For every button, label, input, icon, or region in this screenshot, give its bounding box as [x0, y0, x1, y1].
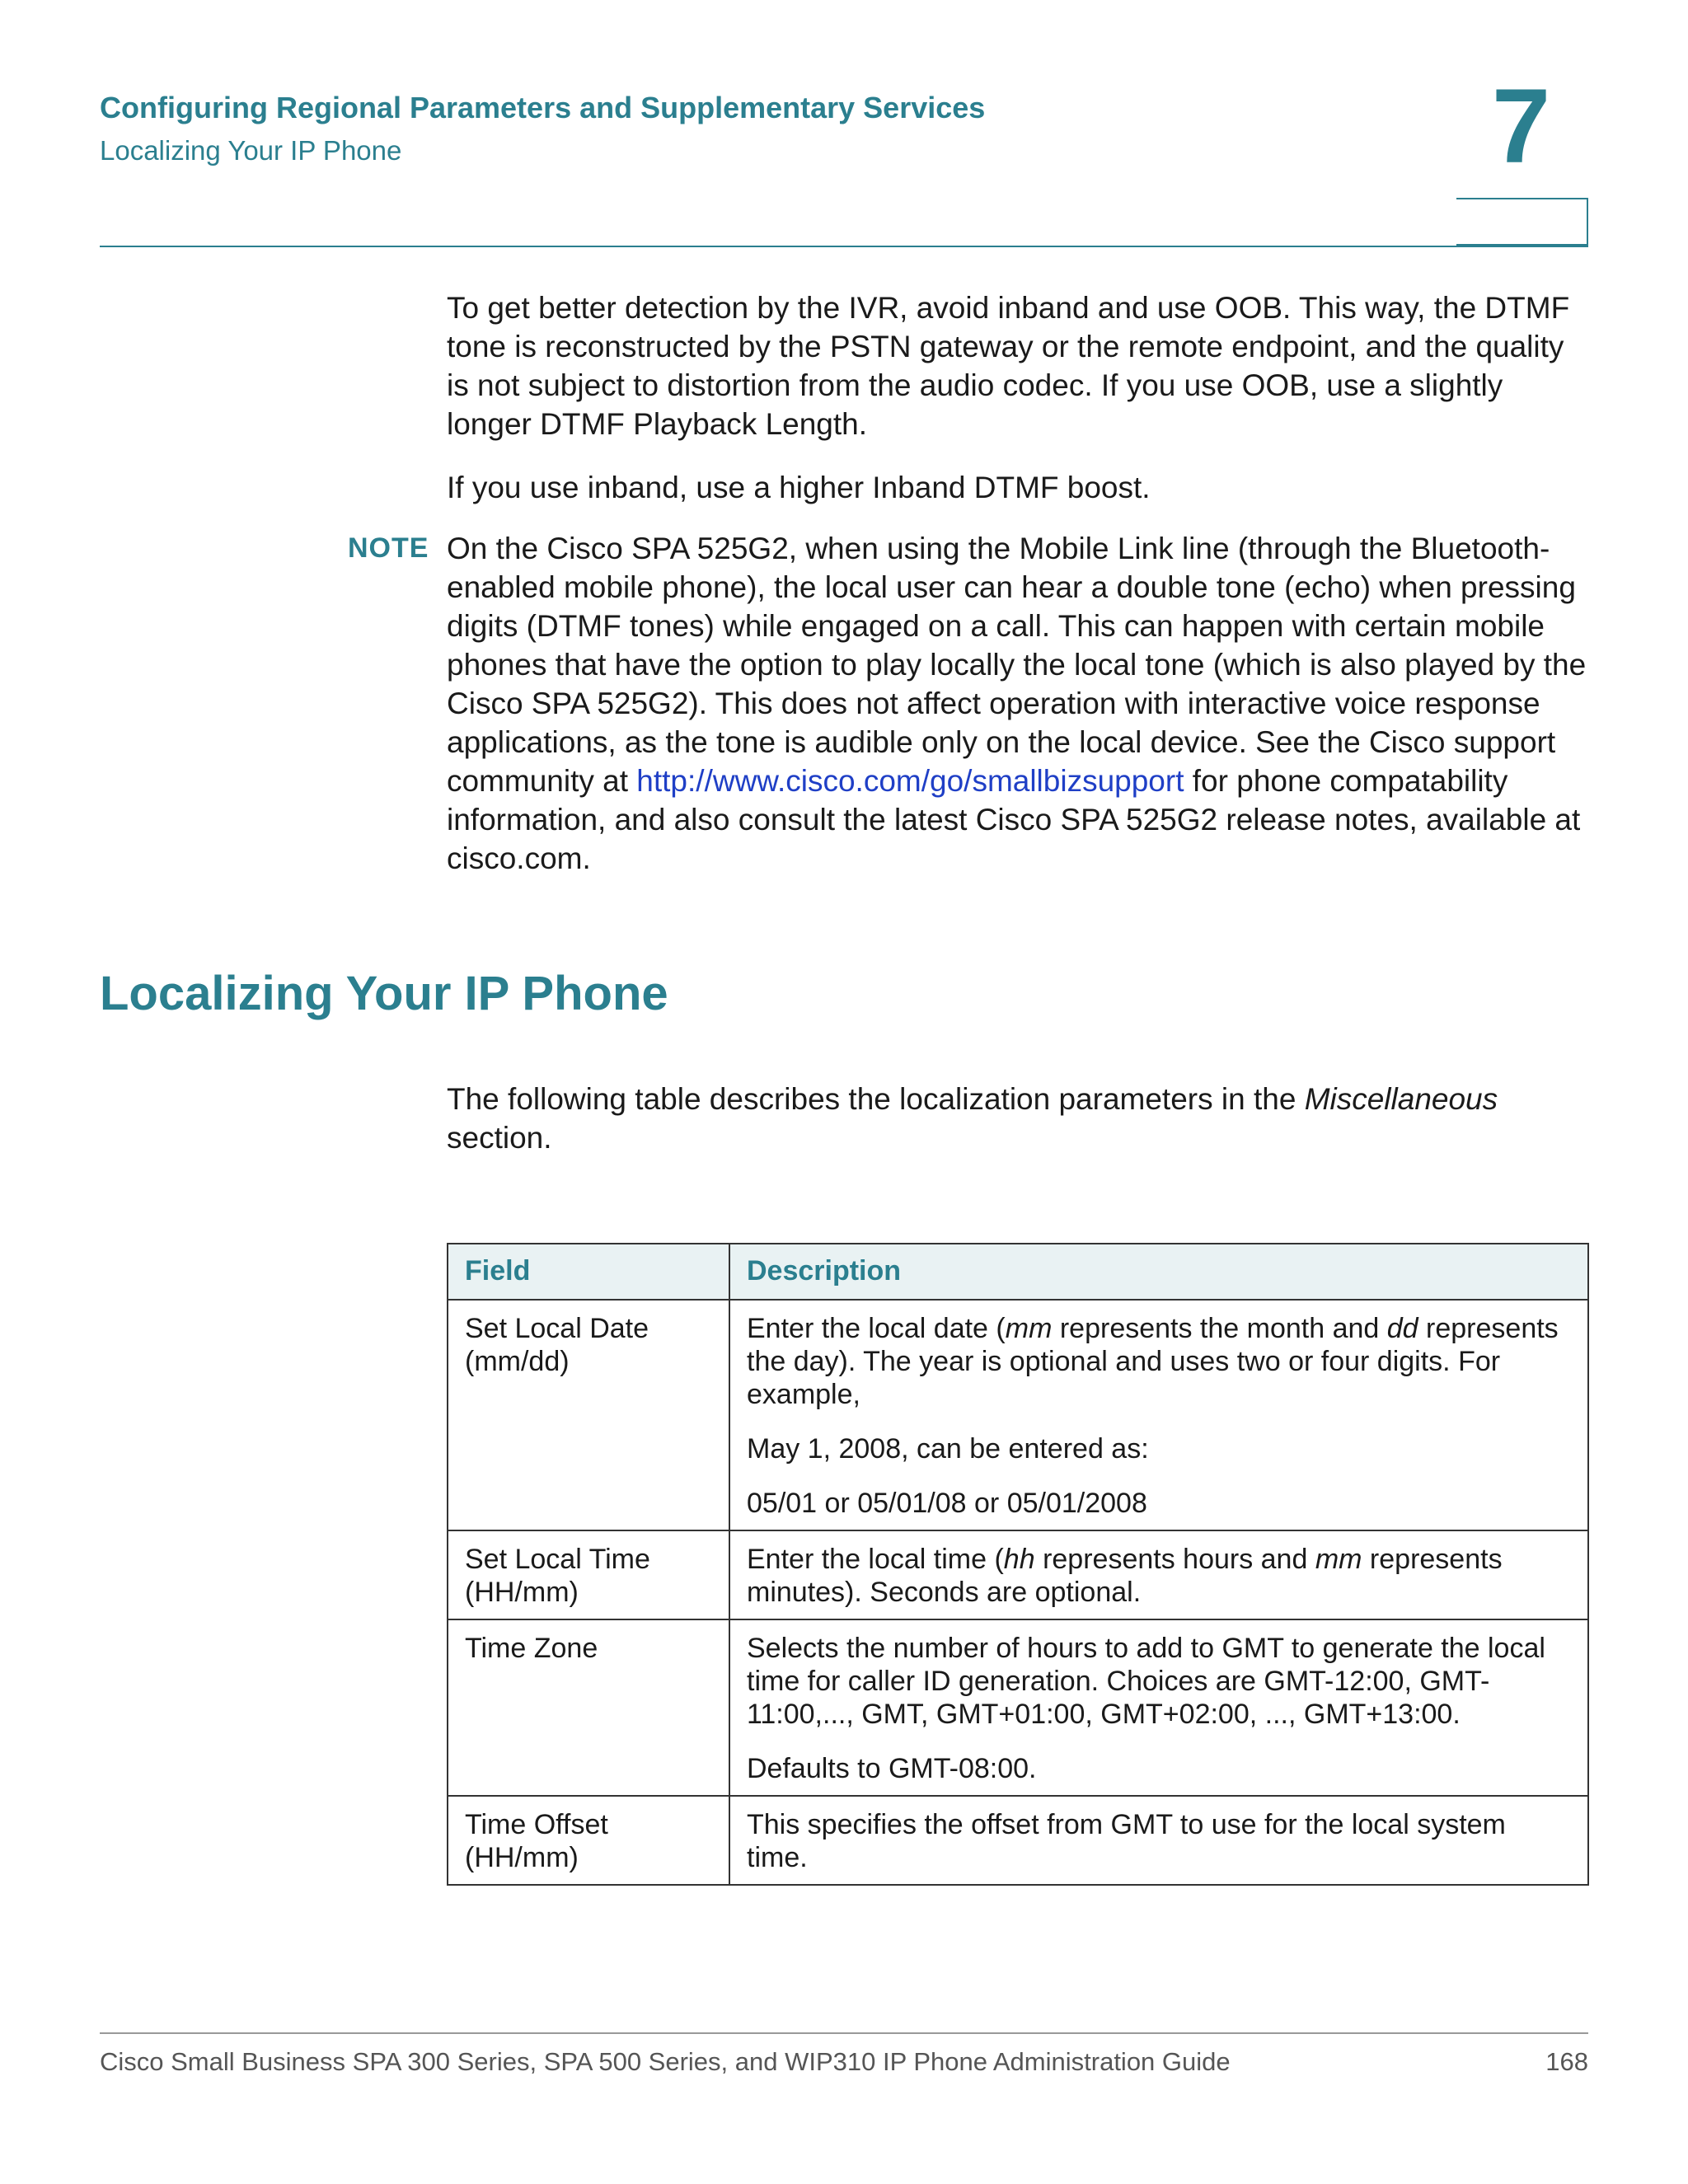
- header-rule: [100, 246, 1588, 247]
- description-text: [747, 1543, 1571, 1609]
- description-text: [747, 1312, 1571, 1411]
- text-run: represents minutes). Seconds are optional.: [747, 1544, 1503, 1608]
- chapter-number-box: [1456, 198, 1588, 246]
- section-heading: Localizing Your IP Phone: [100, 967, 668, 1020]
- text-run: represents the day). The year is optional and uses two or four digits. For example,: [747, 1313, 1559, 1410]
- table-row: [448, 1796, 1588, 1885]
- intro-emphasis: Miscellaneous: [1304, 1082, 1498, 1116]
- text-run: Enter the local date (: [747, 1313, 1006, 1344]
- text-run: or: [817, 1488, 858, 1519]
- page-number: 168: [1545, 2047, 1588, 2076]
- intro-text-a: The following table describes the localization parameters in the: [447, 1082, 1296, 1116]
- table-row: [448, 1530, 1588, 1619]
- date-example: 05/01/08: [857, 1488, 967, 1519]
- note-text-a: On the Cisco SPA 525G2, when using the Mobile Link line (through the Bluetooth-enabled mobile phone), the local user can hear a double tone (echo) when pressing digits (DTMF tones) while engaged on a call. This can happen with certain mobile phones that have the option to play locally the local tone (which is also played by the Cisco SPA 525G2). This does not affect operation with interactive voice response applications, as the tone is audible only on the local device. See the Cisco support community at: [447, 532, 1587, 798]
- table-header-row: [448, 1244, 1588, 1300]
- description-text: May 1, 2008, can be entered as:: [747, 1433, 1149, 1465]
- section-intro: [447, 1080, 1588, 1157]
- text-run: represents hours and: [1034, 1544, 1315, 1575]
- note-label: NOTE: [348, 532, 429, 564]
- chapter-title: Configuring Regional Parameters and Supplementary Services: [100, 91, 986, 124]
- field-cell: Time Offset (HH/mm): [448, 1796, 729, 1885]
- em-run: mm: [1315, 1544, 1362, 1575]
- field-cell: Set Local Date (mm/dd): [448, 1300, 729, 1530]
- description-text: Selects the number of hours to add to GMT to generate the local time for caller ID generation. Choices are GMT-12:00, GMT-11:00,..., GMT, GMT+01:00, GMT+02:00, ..., GMT+13:00.: [747, 1633, 1545, 1730]
- date-example: 05/01: [747, 1488, 818, 1519]
- description-cell: [729, 1619, 1588, 1796]
- em-run: hh: [1003, 1544, 1035, 1575]
- footer-guide-title: Cisco Small Business SPA 300 Series, SPA 500 Series, and WIP310 IP Phone Administration Guide: [100, 2047, 1231, 2076]
- chapter-number: 7: [1492, 68, 1551, 185]
- field-cell: Time Zone: [448, 1619, 729, 1796]
- table-row: [448, 1619, 1588, 1796]
- em-run: mm: [1005, 1313, 1053, 1344]
- header-description: Description: [729, 1244, 1588, 1300]
- description-text: [747, 1487, 1571, 1520]
- table-row: [448, 1300, 1588, 1530]
- text-run: or: [966, 1488, 1007, 1519]
- description-cell: [729, 1530, 1588, 1619]
- localization-table: [447, 1243, 1589, 1886]
- note-text-b: for phone compatability information, and also consult the latest Cisco SPA 525G2 release notes, available at cisco.com.: [447, 764, 1581, 875]
- field-cell: Set Local Time (HH/mm): [448, 1530, 729, 1619]
- date-example: 05/01/2008: [1006, 1488, 1147, 1519]
- description-text: Defaults to GMT-08:00.: [747, 1753, 1037, 1784]
- paragraph-oob: To get better detection by the IVR, avoid inband and use OOB. This way, the DTMF tone is reconstructed by the PSTN gateway or the remote endpoint, and the quality is not subject to distortion from the audio codec. If you use OOB, use a slightly longer DTMF Playback Length.: [447, 291, 1570, 441]
- text-run: Enter the local time (: [747, 1544, 1004, 1575]
- header-field: Field: [448, 1244, 729, 1300]
- footer-rule: [100, 2032, 1588, 2034]
- description-cell: [729, 1300, 1588, 1530]
- paragraph-inband: If you use inband, use a higher Inband DTMF boost.: [447, 471, 1151, 504]
- intro-text-b: section.: [447, 1121, 552, 1155]
- text-run: represents the month and: [1052, 1313, 1387, 1344]
- em-run: dd: [1386, 1313, 1418, 1344]
- description-cell: [729, 1796, 1588, 1885]
- note-paragraph: [447, 529, 1588, 878]
- description-text: This specifies the offset from GMT to use for the local system time.: [747, 1809, 1506, 1873]
- section-subtitle: Localizing Your IP Phone: [100, 135, 402, 166]
- support-link[interactable]: http://www.cisco.com/go/smallbizsupport: [636, 764, 1184, 798]
